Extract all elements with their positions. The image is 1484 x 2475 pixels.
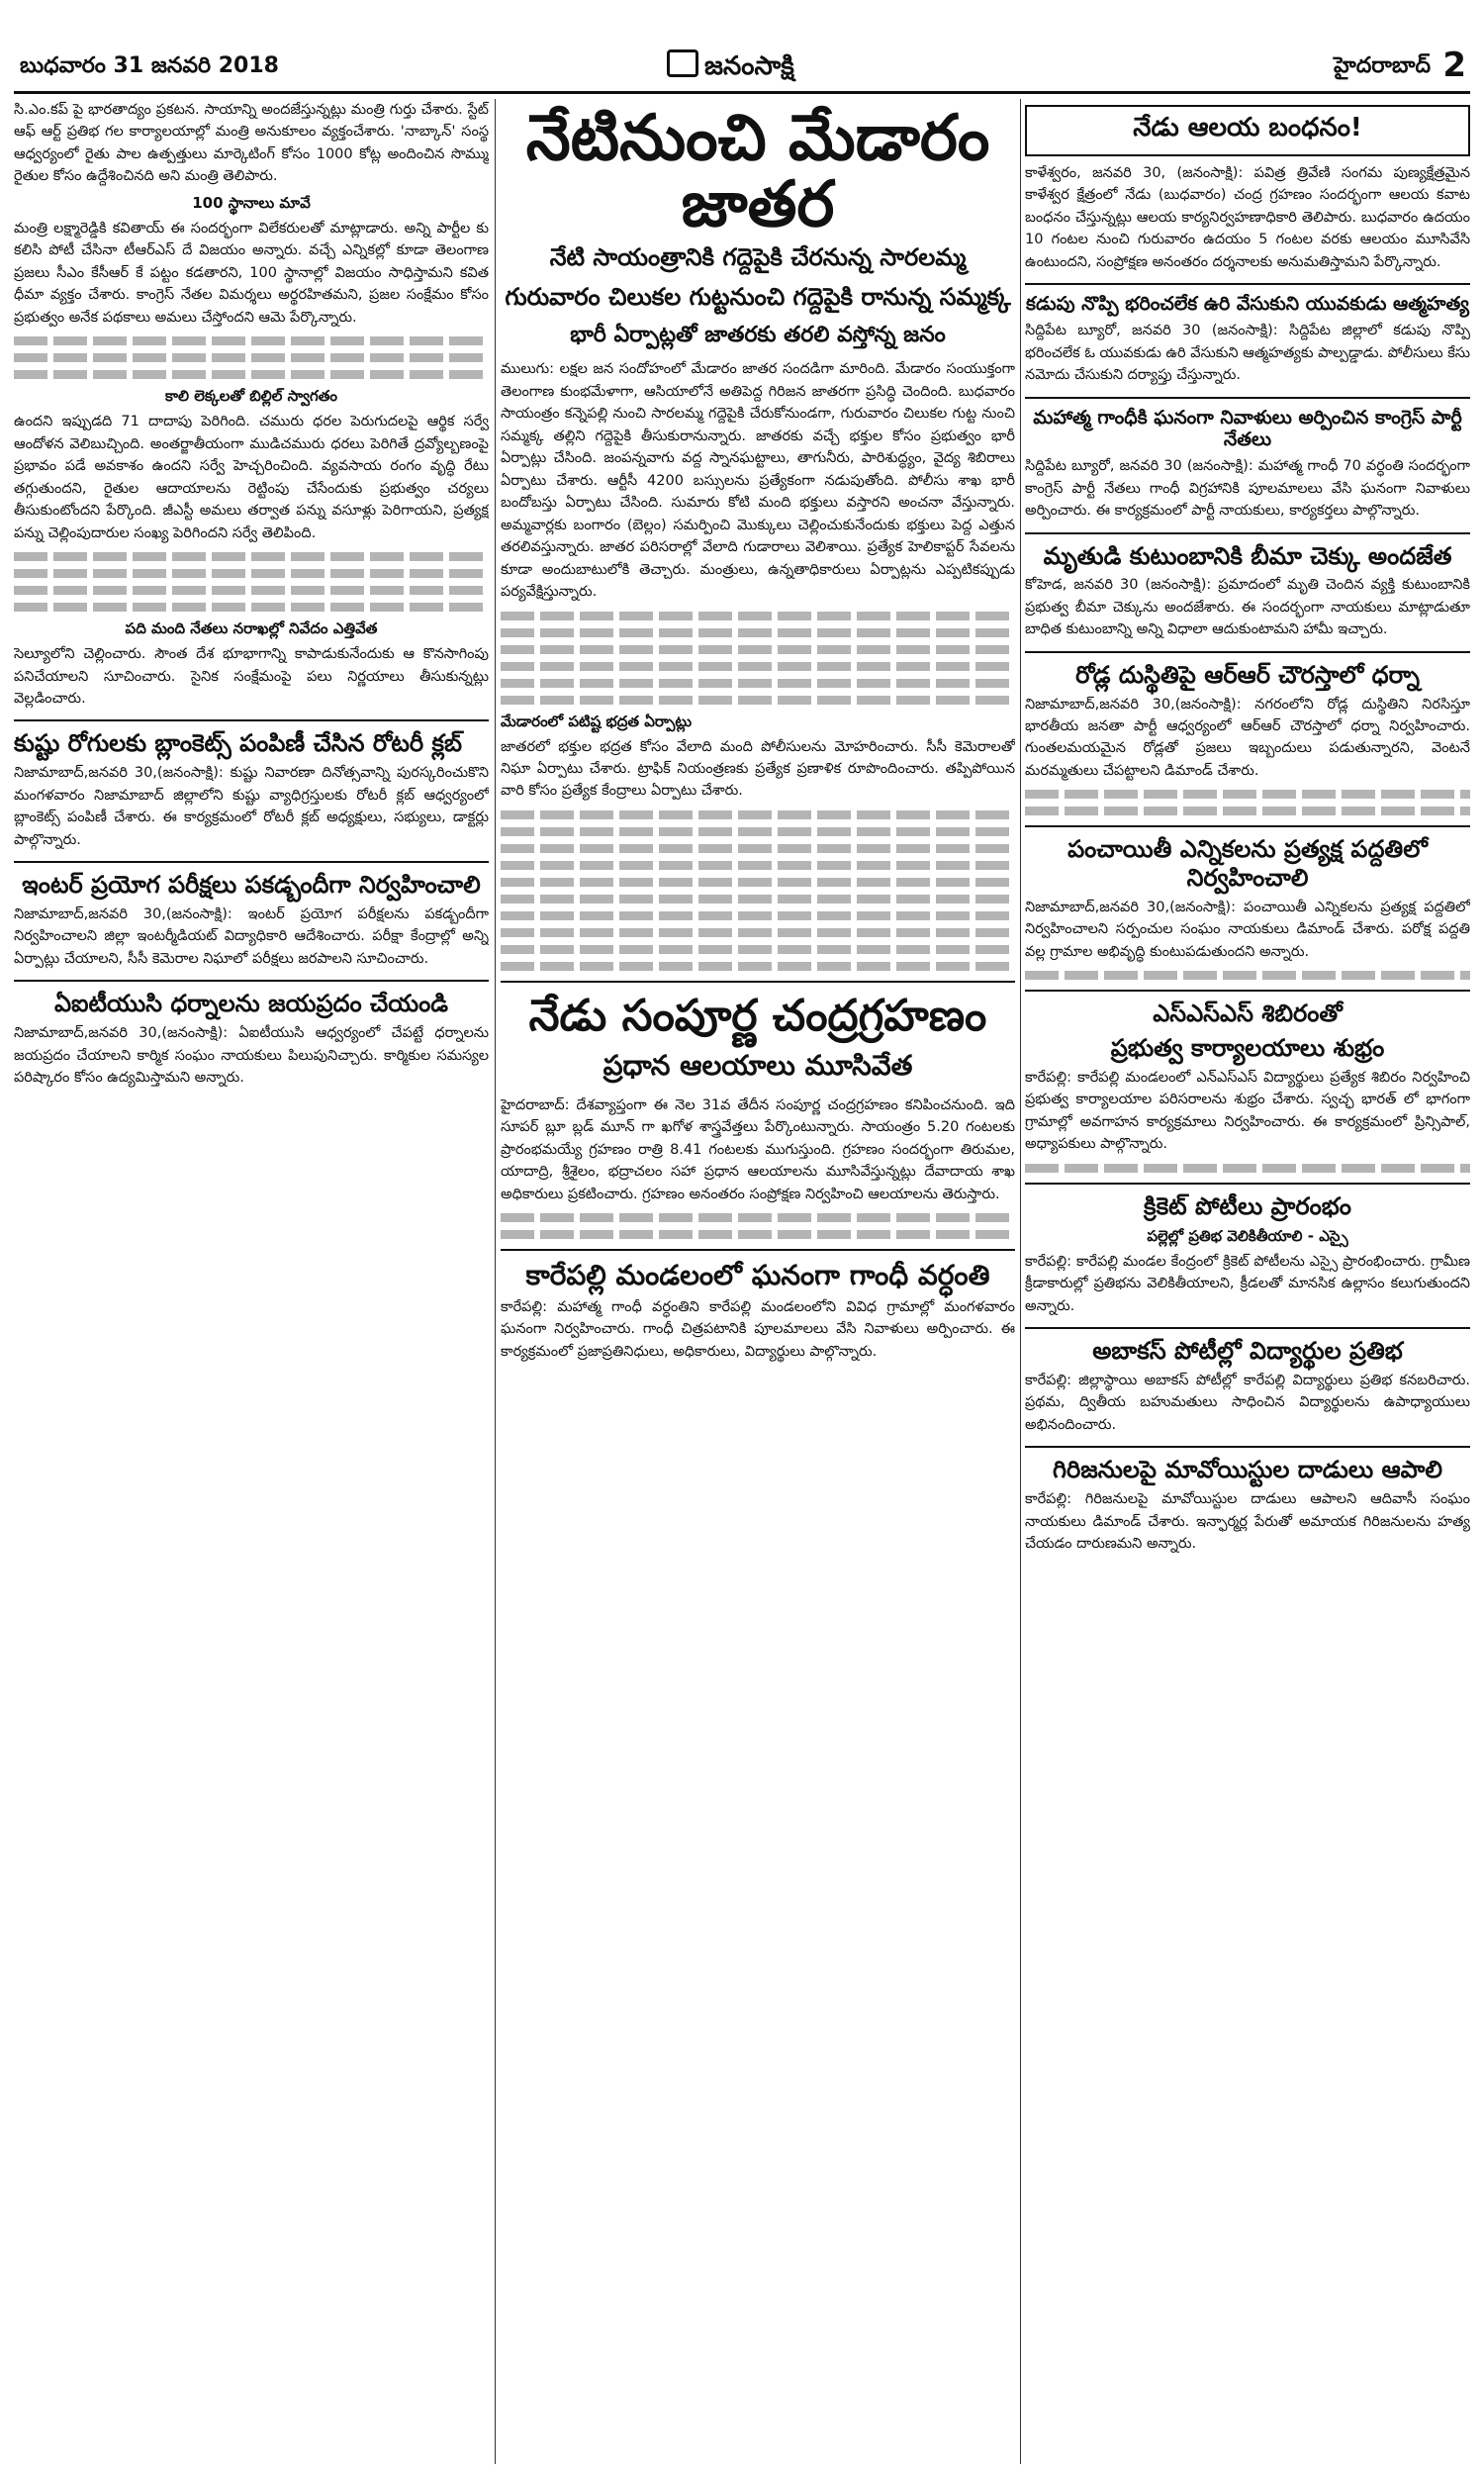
article-headline: మహాత్మ గాంధీకి ఘనంగా నివాళులు అర్పించిన కాంగ్రెస్ పార్టీ నేతలు	[1033, 406, 1462, 451]
divider	[1025, 283, 1470, 285]
text-filler	[14, 603, 489, 612]
divider	[1025, 532, 1470, 534]
article	[14, 990, 489, 1089]
divider	[1025, 825, 1470, 827]
text-filler	[501, 662, 1015, 671]
text-filler	[501, 911, 1015, 920]
article-body: నిజామాబాద్,జనవరి 30,(జనంసాక్షి): ఏఐటీయుసి ఆధ్వర్యంలో చేపట్టే ధర్నాలను జయప్రదం చేయాలని కార్మిక సంఘం నాయకులు పిలుపునిచ్చారు. కార్మికుల సమస్యల పరిష్కారం కోసం ఉద్యమిస్తామని అన్నారు.	[14, 1025, 489, 1087]
article-body: కారేపల్లి: జిల్లాస్థాయి అబాకస్ పోటీల్లో కారేపల్లి విద్యార్థులు ప్రతిభ కనబరిచారు. ప్రథమ, ద్వితీయ బహుమతులు సాధించిన విద్యార్థులను ఉపాధ్యాయులు అభినందించారు.	[1025, 1372, 1470, 1433]
article-body: సి.ఎం.కప్ పై భారతాద్యం ప్రకటన. సాయాన్ని అందజేస్తున్నట్లు మంత్రి గుర్తు చేశారు. స్టేట్ ఆఫ్ ఆర్ట్ ప్రతిభ గల కార్యాలయాల్లో మంత్రి అనుకూలం వ్యక్తంచేశారు. 'నాబ్కాన్' సంస్థ ఆధ్వర్యంలో రైతు పాల ఉత్పత్తులు మార్కెటింగ్ కోసం 1000 కోట్ల అందించిన సొమ్ము రైతుల కోసం ఉద్దేశించినది అని మంత్రి తెలిపారు.	[14, 102, 489, 185]
issue-date: బుధవారం 31 జనవరి 2018	[20, 53, 279, 78]
text-filler	[501, 861, 1015, 870]
article	[1025, 1456, 1470, 1555]
column-right	[1025, 99, 1470, 2464]
divider	[14, 861, 489, 863]
text-filler	[501, 962, 1015, 971]
article-headline: రోడ్ల దుస్థితిపై ఆర్ఆర్ చౌరస్తాలో ధర్నా	[1075, 660, 1420, 689]
divider	[1025, 1183, 1470, 1185]
text-filler	[501, 878, 1015, 887]
article-body: ఉందని ఇప్పుడది 71 దాదాపు పెరిగింది. చమురు ధరల పెరుగుదలపై ఆర్థిక సర్వే ఆందోళన వెలిబుచ్చింది. అంతర్జాతీయంగా ముడిచమురు ధరలు పెరిగితే ద్రవ్యోల్బణంపై ప్రభావం పడే అవకాశం ఉందని సర్వే హెచ్చరించింది. వ్యవసాయ రంగం వృద్ధి రేటు తగ్గుతుందని, రైతుల ఆదాయాలను రెట్టింపు చేసేందుకు ప్రభుత్వం చర్యలు తీసుకుంటోందని పేర్కొంది. జీఎస్టీ అమలు తర్వాత పన్ను వసూళ్లు పెరిగాయని, ప్రత్యక్ష పన్ను చెల్లింపుదారుల సంఖ్య పెరిగిందని సర్వే తెలిపింది.	[14, 414, 489, 541]
article-headline: కుష్టు రోగులకు బ్లాంకెట్స్ పంపిణీ చేసిన రోటరీ క్లబ్	[14, 729, 463, 758]
article-body: కోహెడ, జనవరి 30 (జనంసాక్షి): ప్రమాదంలో మృతి చెందిన వ్యక్తి కుటుంబానికి ప్రభుత్వ బీమా చెక్కును అందజేశారు. ఈ సందర్భంగా నాయకులు మాట్లాడుతూ బాధిత కుటుంబాన్ని అన్ని విధాలా ఆదుకుంటామని హామీ ఇచ్చారు.	[1025, 577, 1470, 638]
article-subhead: పది మంది నేతలు నరాఖల్లో నివేదం ఎత్తివేత	[125, 619, 378, 638]
article-body: సెల్యూలోని చెల్లించారు. సౌంత దేశ భూభాగాన్ని కాపాడుకునేందుకు ఆ కొనసాగింపు పనిచేయాలని సూచించారు. సైనిక సంక్షేమంపై పలు నిర్ణయాలు తీసుకున్నట్లు వెల్లడించారు.	[14, 646, 489, 707]
text-filler	[501, 844, 1015, 853]
article-headline: ఇంటర్ ప్రయోగ పరీక్షలు పకడ్బందీగా నిర్వహించాలి	[22, 871, 481, 900]
article	[1025, 105, 1470, 273]
column-divider	[1020, 99, 1021, 2464]
article-body: ములుగు: లక్షల జన సందోహంలో మేడారం జాతర సందడిగా మారింది. మేడారం సంయుక్తంగా తెలంగాణ కుంభమేళాగా, ఆసియాలోనే అతిపెద్ద గిరిజన జాతరగా ప్రసిద్ధి చెందింది. బుధవారం సాయంత్రం కన్నెపల్లి నుంచి సారలమ్మ గద్దెపైకి చేరుకోనుండగా, గురువారం చిలుకల గుట్ట నుంచి సమ్మక్క తల్లిని గద్దెపైకి తీసుకురానున్నారు. జాతరకు వచ్చే భక్తుల కోసం ప్రభుత్వం భారీ ఏర్పాట్లు చేసింది. జంపన్నవాగు వద్ద స్నానఘట్టాలు, తాగునీరు, పారిశుద్ధ్యం, వైద్య శిబిరాలు ఏర్పాటు చేశారు. ఆర్టీసీ 4200 బస్సులను ప్రత్యేకంగా నడుపుతోంది. పోలీసు శాఖ భారీ బందోబస్తు ఏర్పాటు చేసింది. సుమారు కోటి మంది భక్తులు వస్తారని అంచనా వేస్తున్నారు. అమ్మవార్లకు బంగారం (బెల్లం) సమర్పించి మొక్కులు చెల్లించుకునేందుకు భక్తులు పెద్ద ఎత్తున తరలివస్తున్నారు. జాతర పరిసరాల్లో వేలాది గుడారాలు వెలిశాయి. ప్రత్యేక హెలికాప్టర్ సేవలను కూడా అందుబాటులోకి తెచ్చారు. మంత్రులు, ఉన్నతాధికారులు ఏర్పాట్లను ఎప్పటికప్పుడు పర్యవేక్షిస్తున్నారు.	[501, 361, 1015, 601]
article-headline: ప్రభుత్వ కార్యాలయాలు శుభ్రం	[1110, 1034, 1385, 1063]
text-filler	[1025, 1164, 1470, 1173]
article-headline: ఏఐటీయుసి ధర్నాలను జయప్రదం చేయండి	[53, 990, 449, 1018]
article	[1025, 542, 1470, 641]
article-body: నిజామాబాద్,జనవరి 30,(జనంసాక్షి): నగరంలోని రోడ్ల దుస్థితిని నిరసిస్తూ భారతీయ జనతా పార్టీ ఆధ్వర్యంలో ఆర్ఆర్ చౌరస్తాలో ధర్నా నిర్వహించారు. గుంతలమయమైన రోడ్లతో ప్రజలు ఇబ్బందులు పడుతున్నారని, వెంటనే మరమ్మతులు చేపట్టాలని డిమాండ్ చేశారు.	[1025, 696, 1470, 779]
boxed-headline: నేడు ఆలయ బంధనం!	[1025, 105, 1470, 156]
article-body: సిద్దిపేట బ్యూరో, జనవరి 30 (జనంసాక్షి): మహాత్మ గాంధీ 70 వర్ధంతి సందర్భంగా కాంగ్రెస్ పార్టీ నేతలు గాంధీ విగ్రహానికి పూలమాలలు వేసి ఘనంగా నివాళులు అర్పించారు. ఈ కార్యక్రమంలో పార్టీ నాయకులు, కార్యకర్తలు పాల్గొన్నారు.	[1025, 458, 1470, 520]
text-filler	[501, 1230, 1015, 1239]
article-headline: ఎస్ఎస్ఎస్ శిబిరంతో	[1153, 1000, 1343, 1028]
divider	[501, 1249, 1015, 1251]
article-body: నిజామాబాద్,జనవరి 30,(జనంసాక్షి): పంచాయితీ ఎన్నికలను ప్రత్యక్ష పద్దతిలో నిర్వహించాలని సర్పంచుల సంఘం నాయకులు డిమాండ్ చేశారు. పరోక్ష పద్దతి వల్ల గ్రామాల అభివృద్ధి కుంటుపడుతుందని అన్నారు.	[1025, 900, 1470, 960]
text-filler	[1025, 971, 1470, 980]
article-headline: గిరిజనులపై మావోయిస్టుల దాడులు ఆపాలి	[1053, 1456, 1442, 1484]
article-headline: పంచాయితీ ఎన్నికలను ప్రత్యక్ష పద్దతిలో నిర్వహించాలి	[1067, 835, 1428, 893]
text-filler	[501, 645, 1015, 654]
text-filler	[501, 827, 1015, 836]
text-filler	[501, 612, 1015, 620]
text-filler	[501, 895, 1015, 904]
text-filler	[14, 569, 489, 578]
article	[14, 729, 489, 851]
article	[1025, 1000, 1470, 1172]
text-filler	[501, 696, 1015, 705]
article-subhead: పల్లెల్లో ప్రతిభ వెలికితీయాలి - ఎస్సై	[1147, 1226, 1348, 1245]
text-filler	[1025, 790, 1470, 799]
article-body: కాళేశ్వరం, జనవరి 30, (జనంసాక్షి): పవిత్ర త్రివేణి సంగమ పుణ్యక్షేత్రమైన కాళేశ్వర క్షేత్రంలో నేడు (బుధవారం) చంద్ర గ్రహణం సందర్భంగా ఆలయ కవాట బంధనం చేస్తున్నట్లు ఆలయ కార్యనిర్వహణాధికారి తెలిపారు. బుధవారం ఉదయం 10 గంటల నుంచి గురువారం ఉదయం 5 గంటల వరకు ఆలయం మూసివేసి ఉంటుందని, సంప్రోక్షణ అనంతరం దర్శనాలకు అనుమతిస్తామని పేర్కొన్నారు.	[1025, 165, 1470, 270]
logo-text: జనంసాక్షి	[704, 51, 794, 81]
lead-article	[501, 101, 1015, 971]
text-filler	[14, 353, 489, 362]
lead-deck: నేటి సాయంత్రానికి గద్దెపైకి చేరనున్న సారలమ్మ	[549, 243, 967, 272]
article-body: హైదరాబాద్: దేశవ్యాప్తంగా ఈ నెల 31వ తేదీన సంపూర్ణ చంద్రగ్రహణం కనిపించనుంది. ఇది సూపర్ బ్లూ బ్లడ్ మూన్ గా ఖగోళ శాస్త్రవేత్తలు పేర్కొంటున్నారు. సాయంత్రం 5.20 గంటలకు ప్రారంభమయ్యే గ్రహణం రాత్రి 8.41 గంటలకు ముగుస్తుంది. గ్రహణం సందర్భంగా తిరుమల, యాదాద్రి, శ్రీశైలం, భద్రాచలం సహా ప్రధాన ఆలయాలను మూసివేస్తున్నట్లు దేవాదాయ శాఖ అధికారులు ప్రకటించారు. గ్రహణం అనంతరం సంప్రోక్షణ నిర్వహించి ఆలయాలను తెరుస్తారు.	[501, 1096, 1015, 1202]
article-headline: కారేపల్లి మండలంలో ఘనంగా గాంధీ వర్ధంతి	[525, 1259, 990, 1292]
column-center	[501, 99, 1015, 2464]
text-filler	[501, 1213, 1015, 1222]
article	[1025, 1337, 1470, 1436]
article	[1025, 1192, 1470, 1317]
article-body: కారేపల్లి: గిరిజనులపై మావోయిస్టుల దాడులు ఆపాలని ఆదివాసీ సంఘం నాయకులు డిమాండ్ చేశారు. ఇన్ఫార్మర్ల పేరుతో అమాయక గిరిజనులను హత్య చేయడం దారుణమని అన్నారు.	[1025, 1491, 1470, 1553]
newspaper-logo	[667, 49, 794, 87]
article	[1025, 407, 1470, 523]
article	[1025, 835, 1470, 980]
article-deck: ప్రధాన ఆలయాలు మూసివేత	[603, 1048, 913, 1082]
text-filler	[501, 945, 1015, 954]
article-body: మంత్రి లక్ష్మారెడ్డికి కవితాయ్ ఈ సందర్భంగా విలేకరులతో మాట్లాడారు. అన్ని పార్టీల కు కలిసి పోటీ చేసినా టీఆర్ఎస్ దే విజయం అన్నారు. వచ్చే ఎన్నికల్లో కూడా తెలంగాణ ప్రజలు సీఎం కేసీఆర్ కే పట్టం కడతారని, 100 స్థానాల్లో విజయం సాధిస్తామని కవిత ధీమా వ్యక్తం చేశారు. కాంగ్రెస్ నేతల విమర్శలు అర్థరహితమని, ప్రజల సంక్షేమం కోసం ప్రభుత్వం అనేక పథకాలు అమలు చేస్తోందని ఆమె పేర్కొన్నారు.	[14, 220, 489, 326]
article-headline: కడుపు నొప్పి భరించలేక ఉరి వేసుకుని యువకుడు ఆత్మహత్య	[1026, 293, 1469, 316]
text-filler	[14, 586, 489, 595]
article-body: సిద్దిపేట బ్యూరో, జనవరి 30 (జనంసాక్షి): సిద్దిపేట జిల్లాలో కడుపు నొప్పి భరించలేక ఓ యువకుడు ఉరి వేసుకుని ఆత్మహత్యకు పాల్పడ్డాడు. పోలీసులు కేసు నమోదు చేసుకుని దర్యాప్తు చేస్తున్నారు.	[1025, 323, 1470, 384]
divider	[1025, 990, 1470, 992]
divider	[501, 981, 1015, 983]
lead-deck: భారీ ఏర్పాట్లతో జాతరకు తరలి వస్తోన్న జనం	[570, 323, 946, 348]
text-filler	[14, 336, 489, 345]
divider	[14, 980, 489, 982]
text-filler	[501, 810, 1015, 819]
article-headline: క్రికెట్ పోటీలు ప్రారంభం	[1144, 1191, 1351, 1220]
article-headline: మృతుడి కుటుంబానికి బీమా చెక్కు అందజేత	[1043, 541, 1452, 570]
article-subhead: 100 స్థానాలు మావే	[192, 193, 311, 212]
text-filler	[501, 628, 1015, 637]
divider	[1025, 651, 1470, 653]
column-left	[14, 99, 489, 2464]
article-body: నిజామాబాద్,జనవరి 30,(జనంసాక్షి): ఇంటర్ ప్రయోగ పరీక్షలను పకడ్బందీగా నిర్వహించాలని జిల్లా ఇంటర్మీడియట్ విద్యాధికారి ఆదేశించారు. పరీక్షా కేంద్రాల్లో అన్ని ఏర్పాట్లు చేయాలని, సీసీ కెమెరాల నిఘాలో పరీక్షలు జరపాలని సూచించారు.	[14, 905, 489, 967]
article	[1025, 293, 1470, 386]
article	[14, 871, 489, 970]
masthead	[14, 0, 1470, 94]
article-body: కారేపల్లి: కారేపల్లి మండలంలో ఎన్ఎస్ఎస్ విద్యార్థులు ప్రత్యేక శిబిరం నిర్వహించి ప్రభుత్వ కార్యాలయాల పరిసరాలను శుభ్రం చేశారు. స్వచ్ఛ భారత్ లో భాగంగా గ్రామాల్లో అవగాహన కార్యక్రమాలు నిర్వహించారు. ఈ కార్యక్రమంలో ప్రిన్సిపాల్, అధ్యాపకులు పాల్గొన్నారు.	[1025, 1070, 1470, 1153]
article-subhead: కాలి లెక్కలతో బిల్లిల్ స్వాగతం	[165, 387, 337, 406]
text-filler	[501, 679, 1015, 688]
column-divider	[495, 99, 496, 2464]
text-filler	[14, 370, 489, 379]
divider	[1025, 397, 1470, 399]
article-body: కారేపల్లి: మహాత్మ గాంధీ వర్ధంతిని కారేపల్లి మండలంలోని వివిధ గ్రామాల్లో మంగళవారం ఘనంగా నిర్వహించారు. గాంధీ చిత్రపటానికి పూలమాలలు వేసి నివాళులు అర్పించారు. ఈ కార్యక్రమంలో ప్రజాప్రతినిధులు, అధికారులు, విద్యార్థులు పాల్గొన్నారు.	[501, 1298, 1015, 1360]
article-headline: అబాకస్ పోటీల్లో విద్యార్థుల ప్రతిభ	[1092, 1337, 1403, 1366]
article	[1025, 661, 1470, 816]
lead-deck: గురువారం చిలుకల గుట్టనుంచి గద్దెపైకి రానున్న సమ్మక్క	[505, 283, 1011, 312]
text-filler	[501, 928, 1015, 937]
divider	[14, 719, 489, 721]
article	[501, 991, 1015, 1239]
article	[501, 1259, 1015, 1363]
article-body: నిజామాబాద్,జనవరి 30,(జనంసాక్షి): కుష్టు నివారణా దినోత్సవాన్ని పురస్కరించుకొని మంగళవారం నిజామాబాద్ జిల్లాలోని కుష్టు వ్యాధిగ్రస్తులకు రోటరీ క్లబ్ ఆధ్వర్యంలో బ్లాంకెట్స్ పంపిణీ చేశారు. ఈ కార్యక్రమంలో రోటరీ క్లబ్ అధ్యక్షులు, సభ్యులు, డాక్టర్లు పాల్గొన్నారు.	[14, 765, 489, 848]
text-filler	[1025, 807, 1470, 815]
article	[14, 99, 489, 710]
lead-headline: నేటినుంచి మేడారం జాతర	[525, 101, 990, 242]
divider	[1025, 1446, 1470, 1448]
text-filler	[14, 552, 489, 561]
article-headline: నేడు సంపూర్ణ చంద్రగ్రహణం	[528, 990, 987, 1041]
edition-city: హైదరాబాద్	[1334, 53, 1431, 78]
logo-icon	[667, 49, 698, 77]
article-body: కారేపల్లి: కారేపల్లి మండల కేంద్రంలో క్రికెట్ పోటీలను ఎస్సై ప్రారంభించారు. గ్రామీణ క్రీడాకారుల్లో ప్రతిభను వెలికితీయాలని, క్రీడలతో మానసిక ఉల్లాసం కలుగుతుందని అన్నారు.	[1025, 1253, 1470, 1314]
article-subhead: మేడారంలో పటిష్ట భద్రత ఏర్పాట్లు	[501, 712, 693, 730]
page-number: 2	[1442, 46, 1466, 85]
divider	[1025, 1327, 1470, 1329]
article-body: జాతరలో భక్తుల భద్రత కోసం వేలాది మంది పోలీసులను మోహరించారు. సీసీ కెమెరాలతో నిఘా ఏర్పాటు చేశారు. ట్రాఫిక్ నియంత్రణకు ప్రత్యేక ప్రణాళిక రూపొందించారు. తప్పిపోయిన వారి కోసం ప్రత్యేక కేంద్రాలు ఏర్పాటు చేశారు.	[501, 738, 1015, 800]
